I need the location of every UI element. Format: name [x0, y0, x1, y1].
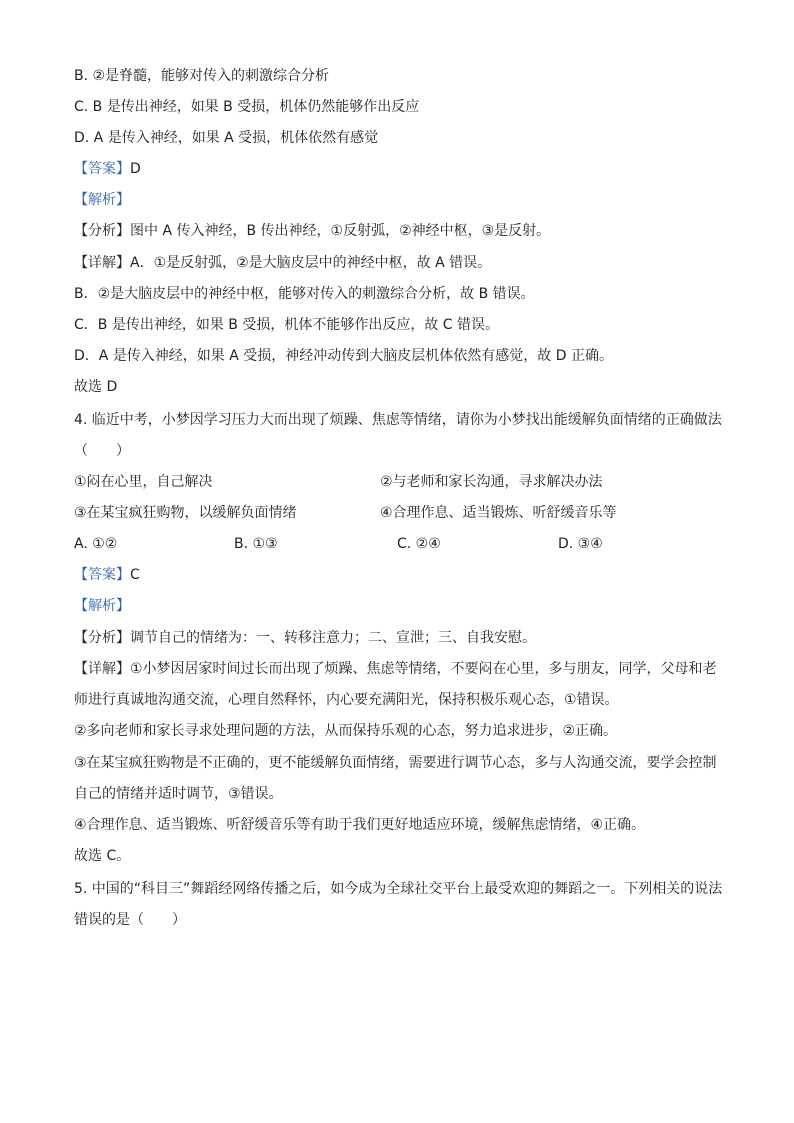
- q4-item-3: ③在某宝疯狂购物，以缓解负面情绪: [74, 505, 297, 521]
- q4-conclusion: 故选 C。: [74, 848, 131, 864]
- q4-detail-3a: ③在某宝疯狂购物是不正确的，更不能缓解负面情绪，需要进行调节心态，多与人沟通交流，要学会控制: [74, 755, 717, 771]
- xiangjie-text: ①小梦因居家时间过长而出现了烦躁、焦虑等情绪，不要闷在心里，多与朋友，同学，父母和老: [130, 661, 717, 677]
- q4-item-2: ②与老师和家长沟通，寻求解决办法: [380, 474, 603, 490]
- q3-option-b: B. ②是脊髓，能够对传入的刺激综合分析: [74, 68, 330, 84]
- q5-stem-line1: 5. 中国的“科目三”舞蹈经网络传播之后，如今成为全球社交平台上最受欢迎的舞蹈之一。下列相关的说法: [74, 881, 723, 897]
- answer-value: D: [130, 161, 141, 177]
- q4-analysis-line: [74, 596, 130, 616]
- xiangjie-tag: 【详解】: [74, 255, 130, 271]
- xiangjie-text: A．①是反射弧，②是大脑皮层中的神经中枢，故 A 错误。: [130, 255, 492, 271]
- answer-value: C: [130, 567, 140, 583]
- analysis-tag: 【解析】: [74, 192, 130, 208]
- fenxi-tag: 【分析】: [74, 630, 130, 646]
- fenxi-text: 图中 A 传入神经，B 传出神经，①反射弧，②神经中枢，③是反射。: [130, 223, 551, 239]
- q4-item-4: ④合理作息、适当锻炼、听舒缓音乐等: [380, 505, 617, 521]
- q4-detail-3b: 自己的情绪并适时调节，③错误。: [74, 786, 283, 802]
- q3-detail-b: B．②是大脑皮层中的神经中枢，能够对传入的刺激综合分析，故 B 错误。: [74, 286, 535, 302]
- q3-fenxi-line: [74, 221, 550, 241]
- q3-conclusion: 故选 D: [74, 379, 118, 395]
- q4-choice-d: D. ③④: [558, 536, 603, 552]
- q4-choice-b: B. ①③: [234, 536, 278, 552]
- q3-answer-line: [74, 159, 141, 179]
- q3-option-c: C. B 是传出神经，如果 B 受损，机体仍然能够作出反应: [74, 99, 420, 115]
- q3-xiangjie-line: [74, 253, 491, 273]
- q4-xiangjie-cont: 师进行真诚地沟通交流，心理自然释怀，内心要充满阳光，保持积极乐观心态，①错误。: [74, 692, 619, 708]
- q4-choice-c: C. ②④: [397, 536, 441, 552]
- q4-stem-line1: 4. 临近中考，小梦因学习压力大而出现了烦躁、焦虑等情绪，请你为小梦找出能缓解负面情绪的正确做法: [74, 412, 722, 428]
- q4-fenxi-line: [74, 628, 536, 648]
- q3-option-d: D. A 是传入神经，如果 A 受损，机体依然有感觉: [74, 130, 379, 146]
- q3-detail-d: D．A 是传入神经，如果 A 受损，神经冲动传到大脑皮层机体依然有感觉，故 D 正确。: [74, 348, 613, 364]
- fenxi-tag: 【分析】: [74, 223, 130, 239]
- q4-choice-a: A. ①②: [74, 536, 118, 552]
- q4-item-1: ①闷在心里，自己解决: [74, 474, 213, 490]
- answer-tag: 【答案】: [74, 161, 130, 177]
- q4-answer-line: [74, 565, 140, 585]
- q3-analysis-line: [74, 190, 130, 210]
- xiangjie-tag: 【详解】: [74, 661, 130, 677]
- analysis-tag: 【解析】: [74, 598, 130, 614]
- answer-tag: 【答案】: [74, 567, 130, 583]
- q4-detail-4: ④合理作息、适当锻炼、听舒缓音乐等有助于我们更好地适应环境，缓解焦虑情绪，④正确。: [74, 817, 646, 833]
- q4-stem-line2: （ ）: [74, 443, 130, 459]
- q4-xiangjie-line: [74, 659, 717, 679]
- q4-detail-2: ②多向老师和家长寻求处理问题的方法，从而保持乐观的心态，努力追求进步，②正确。: [74, 723, 618, 739]
- q3-detail-c: C．B 是传出神经，如果 B 受损，机体不能够作出反应，故 C 错误。: [74, 317, 500, 333]
- q5-stem-line2: 错误的是（ ）: [74, 912, 186, 928]
- fenxi-text: 调节自己的情绪为：一、转移注意力；二、宣泄；三、自我安慰。: [130, 630, 536, 646]
